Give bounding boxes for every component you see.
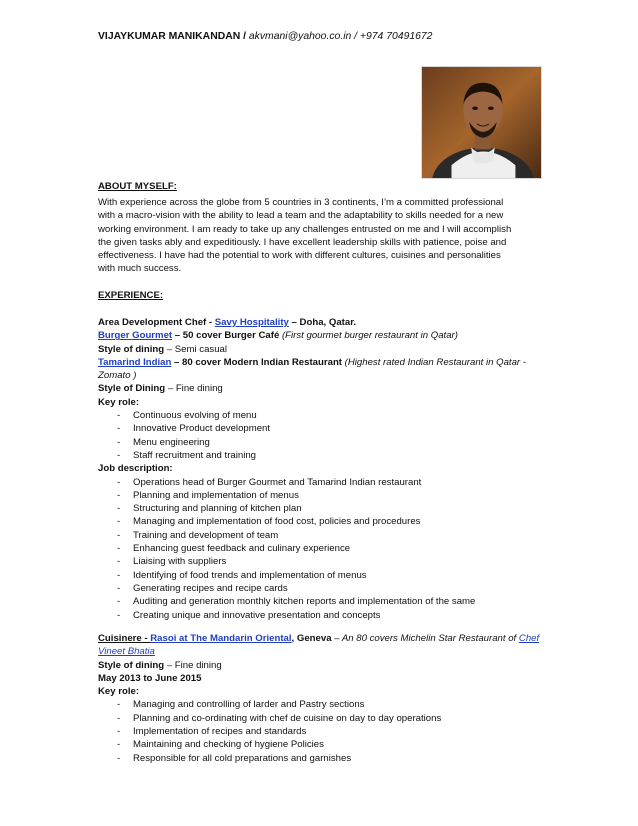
style-label: Style of dining bbox=[98, 659, 165, 671]
list-item: - Managing and implementation of food cost, policies and procedures bbox=[98, 515, 546, 528]
about-line: working environment. I am ready to take up any challenges entrusted on me and I will accomplish bbox=[98, 223, 512, 235]
list-item: - Maintaining and checking of hygiene Policies bbox=[98, 738, 546, 751]
venue-note: (First gourmet burger restaurant in Qatar) bbox=[281, 330, 458, 342]
job-location: , Geneva bbox=[291, 633, 332, 644]
key-role-label: Key role: bbox=[98, 396, 140, 408]
job-title-line bbox=[98, 632, 546, 645]
list-item: - Creating unique and innovative presentation and concepts bbox=[98, 609, 546, 622]
about-line: the given tasks ably and expeditiously. I have excellent leadership skills with patience, poise and bbox=[98, 236, 507, 248]
style-label: Style of dining bbox=[98, 343, 165, 355]
profile-photo bbox=[421, 66, 542, 179]
company-link-savy[interactable]: Savy Hospitality bbox=[214, 317, 289, 328]
about-line: With experience across the globe from 5 countries in 3 continents, I’m a committed professional bbox=[98, 197, 504, 208]
job-location: – Doha, Qatar. bbox=[288, 317, 357, 328]
list-item: - Operations head of Burger Gourmet and Tamarind Indian restaurant bbox=[98, 476, 546, 489]
key-role-list bbox=[98, 409, 546, 462]
resume-header bbox=[98, 30, 432, 44]
chef-name-link[interactable]: Vineet Bhatia bbox=[98, 646, 155, 658]
header-separator: / bbox=[240, 31, 249, 42]
style-value: – Semi casual bbox=[164, 343, 228, 355]
venue-link-burger-gourmet[interactable]: Burger Gourmet bbox=[98, 330, 173, 342]
list-item: - Auditing and generation monthly kitchen reports and implementation of the same bbox=[98, 595, 546, 608]
about-heading: ABOUT MYSELF: bbox=[98, 181, 177, 192]
style-value: – Fine dining bbox=[165, 383, 223, 395]
job-title-line bbox=[98, 316, 546, 329]
chef-link[interactable]: Chef bbox=[518, 633, 540, 644]
job-entry-savy bbox=[98, 316, 546, 622]
list-item: - Generating recipes and recipe cards bbox=[98, 582, 546, 595]
job-entry-rasoi bbox=[98, 632, 546, 765]
key-role-label: Key role: bbox=[98, 686, 140, 698]
style-line bbox=[98, 382, 546, 395]
list-item: - Continuous evolving of menu bbox=[98, 409, 546, 422]
style-line bbox=[98, 659, 546, 672]
job-description-list bbox=[98, 476, 546, 622]
list-item: - Staff recruitment and training bbox=[98, 449, 546, 462]
venue-link-tamarind-indian[interactable]: Tamarind Indian bbox=[98, 356, 172, 368]
company-link-rasoi[interactable]: Rasoi at The Mandarin Oriental bbox=[150, 633, 292, 644]
key-role-list bbox=[98, 698, 546, 764]
list-item: - Menu engineering bbox=[98, 436, 546, 449]
list-item: - Enhancing guest feedback and culinary experience bbox=[98, 542, 546, 555]
venue-note: (Highest rated Indian Restaurant in Qatar - bbox=[344, 356, 526, 368]
candidate-name: VIJAYKUMAR MANIKANDAN bbox=[98, 31, 241, 42]
job-description-label: Job description: bbox=[98, 463, 173, 475]
list-item: - Planning and co-ordinating with chef de cuisine on day to day operations bbox=[98, 712, 546, 725]
list-item: - Planning and implementation of menus bbox=[98, 489, 546, 502]
list-item: - Innovative Product development bbox=[98, 422, 546, 435]
style-label: Style of Dining bbox=[98, 383, 166, 395]
style-line bbox=[98, 343, 546, 356]
list-item: - Identifying of food trends and implementation of menus bbox=[98, 569, 546, 582]
contact-info: akvmani@yahoo.co.in / +974 70491672 bbox=[248, 31, 433, 42]
list-item: - Implementation of recipes and standards bbox=[98, 725, 546, 738]
list-item: - Liaising with suppliers bbox=[98, 555, 546, 568]
venue-desc: – 50 cover Burger Café bbox=[172, 330, 282, 342]
list-item: - Managing and controlling of larder and Pastry sections bbox=[98, 698, 546, 711]
job-title: Cuisinere - bbox=[98, 633, 151, 644]
style-value: – Fine dining bbox=[164, 659, 222, 671]
chef-line bbox=[98, 645, 546, 658]
venue-desc: – 80 cover Modern Indian Restaurant bbox=[171, 356, 345, 368]
about-line: with much success. bbox=[98, 263, 182, 275]
venue-note-continued: Zomato ) bbox=[98, 370, 137, 382]
about-line: effectiveness. I have had the potential to work with different cultures, cuisines and personalities bbox=[98, 250, 501, 262]
list-item: - Training and development of team bbox=[98, 529, 546, 542]
about-paragraph bbox=[98, 196, 542, 276]
list-item: - Responsible for all cold preparations and garnishes bbox=[98, 752, 546, 765]
job-desc: – An 80 covers Michelin Star Restaurant of bbox=[331, 633, 519, 644]
venue-line-tamarind bbox=[98, 356, 546, 369]
about-line: with a macro-vision with the ability to lead a team and the adaptability to skills needed for a new bbox=[98, 210, 504, 222]
job-dates: May 2013 to June 2015 bbox=[98, 672, 202, 684]
venue-line-burger bbox=[98, 329, 546, 342]
experience-heading: EXPERIENCE: bbox=[98, 290, 164, 301]
job-title: Area Development Chef - bbox=[98, 317, 215, 328]
list-item: - Structuring and planning of kitchen plan bbox=[98, 502, 546, 515]
